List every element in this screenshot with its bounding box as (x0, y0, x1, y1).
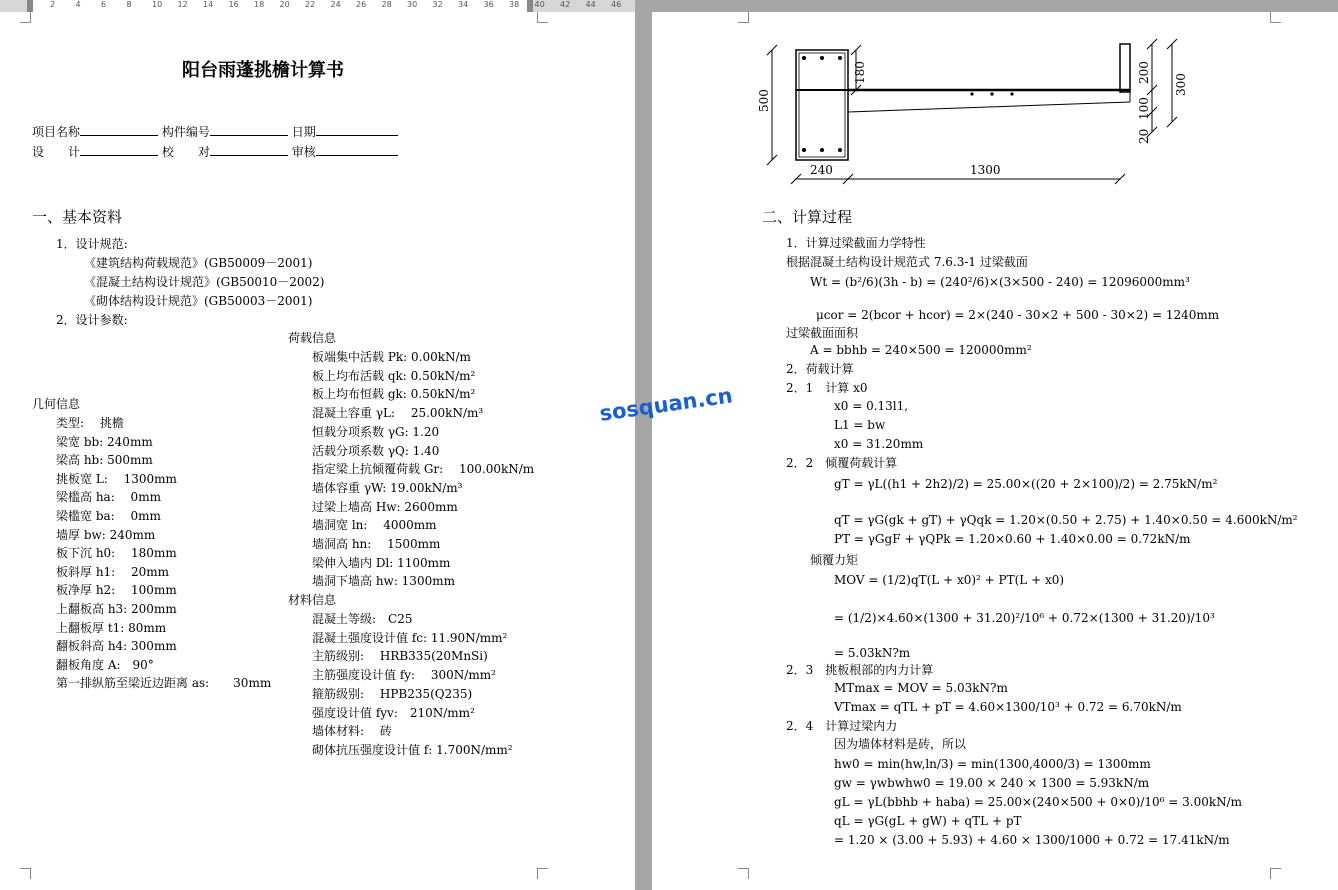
section-heading-calculation: 二、计算过程 (762, 208, 853, 226)
materials-heading: 材料信息 (288, 593, 337, 607)
calc-line: μcor = 2(bcor + hcor) = 2×(240 - 30×2 + 500 - 30×2) = 1240mm (816, 308, 1220, 322)
ruler-tick-label: 20 (279, 0, 290, 9)
geometry-param-row: 墙厚 bw: 240mm (56, 527, 156, 542)
page-corner-mark (738, 868, 749, 879)
blank-line[interactable] (210, 123, 288, 136)
calc-line: 1．计算过梁截面力学特性 (786, 236, 926, 250)
geometry-param-row: 梁槛高 ha: 0mm (56, 490, 161, 505)
spec-line: 1．设计规范: (56, 237, 128, 251)
calc-line: 2．荷载计算 (786, 362, 854, 376)
dim-label-slab-thickness: 100 (1137, 97, 1151, 120)
load-param-row: 恒载分项系数 γG: 1.20 (312, 424, 440, 439)
page-corner-mark (1270, 868, 1281, 879)
load-param-row: 混凝土容重 γL: 25.00kN/m³ (312, 406, 484, 421)
calc-line: Wt = (b²/6)(3h - b) = (240²/6)×(3×500 - 240) = 12096000mm³ (810, 275, 1190, 289)
blank-line[interactable] (316, 123, 398, 136)
ruler-tick-label: 36 (483, 0, 494, 9)
header-row-2: 设 计 校 对 审核 (32, 143, 398, 160)
header-row-1: 项目名称 构件编号 日期 (32, 123, 398, 140)
load-param-row: 墙体容重 γW: 19.00kN/m³ (312, 480, 463, 495)
geometry-param-row: 梁高 hb: 500mm (56, 453, 153, 468)
ruler-tick-label: 44 (585, 0, 596, 9)
ruler-tick-label: 42 (560, 0, 571, 9)
spec-line: 《建筑结构荷载规范》(GB50009－2001) (84, 256, 313, 270)
blank-line[interactable] (80, 143, 158, 156)
calc-line: 因为墙体材料是砖，所以 (834, 737, 967, 751)
watermark: sosquan.cn (598, 383, 734, 426)
calc-line: MTmax = MOV = 5.03kN?m (834, 681, 1008, 695)
geometry-param-row: 板斜厚 h1: 20mm (56, 564, 170, 579)
calc-line: L1 = bw (834, 418, 886, 432)
geometry-param-row: 梁宽 bb: 240mm (56, 434, 153, 449)
calc-line: gw = γwbwhw0 = 19.00 × 240 × 1300 = 5.93kN/m (834, 776, 1150, 790)
calc-line: qT = γG(gk + gT) + γQqk = 1.20×(0.50 + 2.75) + 1.40×0.50 = 4.600kN/m² (834, 513, 1298, 527)
calc-line: = (1/2)×4.60×(1300 + 31.20)²/10⁶ + 0.72×(1300 + 31.20)/10³ (834, 611, 1215, 625)
dim-label-cantilever: 1300 (970, 163, 1001, 177)
page-corner-mark (537, 868, 548, 879)
calc-line: 2．2 倾覆荷载计算 (786, 456, 898, 470)
spec-line: 2．设计参数: (56, 313, 128, 327)
calc-line: = 1.20 × (3.00 + 5.93) + 4.60 × 1300/1000 + 0.72 = 17.41kN/m (834, 833, 1230, 847)
ruler-tick-label: 26 (356, 0, 367, 9)
ruler-tick-label: 22 (305, 0, 316, 9)
loads-heading: 荷载信息 (288, 331, 337, 345)
material-param-row: 箍筋级别: HPB235(Q235) (312, 686, 473, 701)
material-param-row: 混凝土强度设计值 fc: 11.90N/mm² (312, 630, 508, 645)
load-param-row: 活载分项系数 γQ: 1.40 (312, 443, 440, 458)
blank-line[interactable] (316, 143, 398, 156)
ruler-tick-label: 32 (432, 0, 443, 9)
calc-line: 过梁截面面积 (786, 326, 859, 340)
calc-line: x0 = 31.20mm (834, 437, 924, 451)
calc-line: VTmax = qTL + pT = 4.60×1300/10³ + 0.72 = 6.70kN/m (834, 700, 1182, 714)
calc-line: PT = γGgF + γQPk = 1.20×0.60 + 1.40×0.00 = 0.72kN/m (834, 532, 1191, 546)
calc-line: A = bbhb = 240×500 = 120000mm² (810, 343, 1032, 357)
calc-line: x0 = 0.13l1, (834, 399, 909, 413)
geometry-param-row: 上翻板厚 t1: 80mm (56, 620, 167, 635)
dim-label-slab-drop: 180 (853, 61, 867, 84)
material-param-row: 主筋强度设计值 fy: 300N/mm² (312, 668, 496, 683)
calc-line: 2．1 计算 x0 (786, 381, 868, 395)
blank-line[interactable] (80, 123, 158, 136)
ruler-right-indent-marker[interactable] (527, 0, 533, 12)
calc-line: 2．3 挑板根部的内力计算 (786, 663, 934, 677)
ruler-left-indent-marker[interactable] (27, 0, 33, 12)
document-page-2 (652, 12, 1338, 890)
load-param-row: 墙洞宽 ln: 4000mm (312, 518, 437, 533)
ruler-tick-label: 8 (126, 0, 132, 9)
section-heading-basic-data: 一、基本资料 (32, 208, 123, 226)
ruler-tick-label: 18 (254, 0, 265, 9)
load-param-row: 墙洞下墙高 hw: 1300mm (312, 574, 455, 589)
ruler-tick-label: 16 (228, 0, 239, 9)
calc-line: gT = γL((h1 + 2h2)/2) = 25.00×((20 + 2×100)/2) = 2.75kN/m² (834, 477, 1218, 491)
ruler-tick-label: 14 (203, 0, 214, 9)
calc-line: gL = γL(bbhb + haba) = 25.00×(240×500 + 0×0)/10⁶ = 3.00kN/m (834, 795, 1243, 809)
geometry-param-row: 类型: 挑檐 (56, 416, 124, 430)
material-param-row: 砌体抗压强度设计值 f: 1.700N/mm² (312, 742, 513, 757)
geometry-param-row: 第一排纵筋至梁近边距离 as: 30mm (56, 676, 272, 691)
dim-label-beam-height: 500 (757, 89, 771, 112)
calc-line: qL = γG(gL + gW) + qTL + pT (834, 814, 1022, 828)
spec-line: 《砌体结构设计规范》(GB50003－2001) (84, 294, 313, 308)
material-param-row: 主筋级别: HRB335(20MnSi) (312, 649, 488, 664)
calc-line: hw0 = min(hw,ln/3) = min(1300,4000/3) = 1300mm (834, 757, 1151, 771)
calc-line: 根据混凝土结构设计规范式 7.6.3-1 过梁截面 (786, 255, 1028, 269)
dim-label-upturn-height: 200 (1137, 61, 1151, 84)
ruler-tick-label: 40 (534, 0, 545, 9)
ruler-tick-label: 12 (177, 0, 188, 9)
spec-line: 《混凝土结构设计规范》(GB50010－2002) (84, 275, 325, 289)
geometry-param-row: 板净厚 h2: 100mm (56, 583, 177, 598)
section-drawing (752, 32, 1192, 192)
geometry-param-row: 上翻板高 h3: 200mm (56, 602, 177, 616)
page-corner-mark (20, 12, 31, 23)
page-corner-mark (738, 12, 749, 23)
load-param-row: 梁伸入墙内 Dl: 1100mm (312, 555, 451, 570)
ruler-tick-label: 38 (509, 0, 520, 9)
page-corner-mark (1270, 12, 1281, 23)
calc-line: MOV = (1/2)qT(L + x0)² + PT(L + x0) (834, 573, 1065, 587)
dim-label-beam-width: 240 (810, 163, 833, 177)
load-param-row: 过梁上墙高 Hw: 2600mm (312, 499, 458, 514)
geometry-param-row: 挑板宽 L: 1300mm (56, 471, 177, 486)
page-corner-mark (537, 12, 548, 23)
ruler-tick-label: 34 (458, 0, 469, 9)
ruler-tick-label: 24 (330, 0, 341, 9)
load-param-row: 墙洞高 hn: 1500mm (312, 537, 441, 551)
ruler-tick-label: 10 (152, 0, 163, 9)
geometry-param-row: 板下沉 h0: 180mm (56, 546, 177, 561)
ruler-tick-label: 6 (101, 0, 107, 9)
ruler-tick-label: 2 (50, 0, 56, 9)
geometry-param-row: 翻板斜高 h4: 300mm (56, 639, 177, 654)
load-param-row: 板上均布恒载 gk: 0.50kN/m² (312, 387, 476, 402)
dim-label-slab-slope: 20 (1137, 128, 1151, 144)
ruler-tick-label: 28 (381, 0, 392, 9)
ruler-tick-label: 4 (75, 0, 81, 9)
calc-line: = 5.03kN?m (834, 646, 911, 660)
geometry-param-row: 翻板角度 A: 90° (56, 657, 154, 672)
material-param-row: 混凝土等级: C25 (312, 612, 413, 626)
page-corner-mark (20, 868, 31, 879)
ruler-tick-label: 30 (407, 0, 418, 9)
geometry-param-row: 梁槛宽 ba: 0mm (56, 509, 161, 523)
dim-label-upturn-slope: 300 (1174, 73, 1188, 96)
load-param-row: 板上均布活载 qk: 0.50kN/m² (312, 368, 476, 383)
blank-line[interactable] (210, 143, 288, 156)
ruler-tick-label: 46 (611, 0, 622, 9)
calc-line: 倾覆力矩 (810, 553, 859, 567)
load-param-row: 指定梁上抗倾覆荷载 Gr: 100.00kN/m (312, 462, 535, 477)
material-param-row: 墙体材料: 砖 (312, 724, 392, 739)
document-title: 阳台雨蓬挑檐计算书 (182, 60, 344, 81)
geometry-heading: 几何信息 (32, 397, 81, 411)
load-param-row: 板端集中活载 Pk: 0.00kN/m (312, 350, 471, 364)
calc-line: 2．4 计算过梁内力 (786, 719, 898, 733)
material-param-row: 强度设计值 fyv: 210N/mm² (312, 705, 475, 720)
document-page-1 (0, 12, 635, 890)
